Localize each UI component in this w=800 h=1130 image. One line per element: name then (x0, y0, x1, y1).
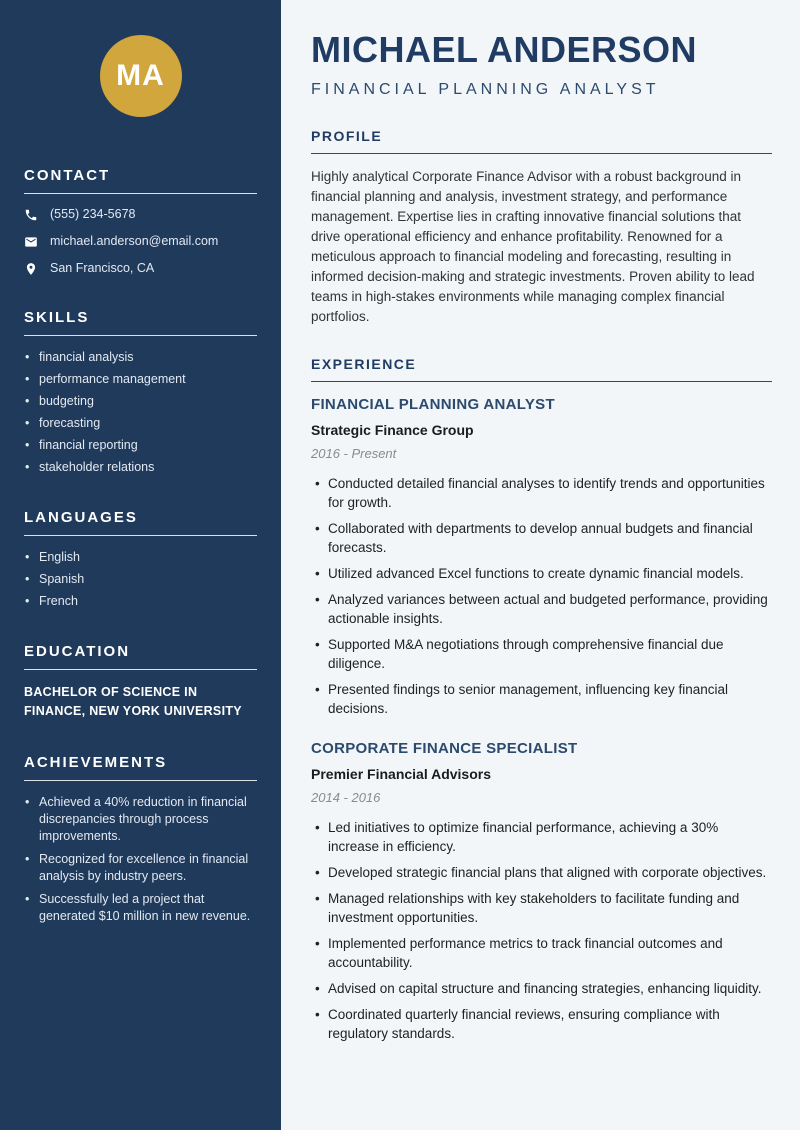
skill-item: • stakeholder relations (24, 459, 257, 476)
achievement-item: • Achieved a 40% reduction in financial discrepancies through process improvements. (24, 794, 257, 845)
job-bullet: • Coordinated quarterly financial reviews, ensuring compliance with regulatory standards. (311, 1005, 772, 1043)
person-name: MICHAEL ANDERSON (311, 29, 698, 70)
skills-list (24, 349, 257, 476)
skills-section (24, 309, 257, 476)
contact-phone-row (24, 207, 257, 222)
job-title: FINANCIAL PLANNING ANALYST (311, 396, 555, 413)
achievements-list (24, 794, 257, 925)
job-title: CORPORATE FINANCE SPECIALIST (311, 740, 578, 757)
job-bullet: • Advised on capital structure and financing strategies, enhancing liquidity. (311, 979, 772, 998)
language-item: • French (24, 593, 257, 610)
job-entry-2 (311, 740, 772, 1043)
job-bullet: • Utilized advanced Excel functions to create dynamic financial models. (311, 564, 772, 583)
job-bullet: • Conducted detailed financial analyses to identify trends and opportunities for growth. (311, 474, 772, 512)
job-bullet: • Implemented performance metrics to track financial outcomes and accountability. (311, 934, 772, 972)
phone-icon (24, 208, 38, 222)
avatar (100, 35, 182, 117)
contact-phone-value: (555) 234-5678 (50, 207, 136, 221)
contact-email-row (24, 234, 257, 249)
achievement-item: • Successfully led a project that generated $10 million in new revenue. (24, 891, 257, 925)
achievements-section (24, 754, 257, 925)
skill-item: • forecasting (24, 415, 257, 432)
job-bullet-list (311, 474, 772, 718)
profile-text: Highly analytical Corporate Finance Advisor with a robust background in financial planning and analysis, investment strategy, and performance management. Expertise lies in crafting innovative financial solutions that drive operational efficiency and enhance profitability. Renowned for a meticulous approach to financial modeling and forecasting, resulting in informed decision-making and strategic investments. Proven ability to lead teams in high-stakes environments while managing complex financial portfolios. (311, 169, 755, 324)
languages-section (24, 509, 257, 610)
languages-list (24, 549, 257, 610)
skill-item: • performance management (24, 371, 257, 388)
experience-heading: EXPERIENCE (311, 356, 772, 382)
job-bullet: • Collaborated with departments to develop annual budgets and financial forecasts. (311, 519, 772, 557)
profile-heading: PROFILE (311, 128, 772, 154)
language-item: • English (24, 549, 257, 566)
job-bullet: • Supported M&A negotiations through comprehensive financial due diligence. (311, 635, 772, 673)
skill-item: • financial analysis (24, 349, 257, 366)
contact-email-value: michael.anderson@email.com (50, 234, 219, 248)
job-company: Strategic Finance Group (311, 422, 474, 438)
achievement-item: • Recognized for excellence in financial analysis by industry peers. (24, 851, 257, 885)
experience-section (311, 356, 772, 1043)
job-bullet: • Analyzed variances between actual and budgeted performance, providing actionable insights. (311, 590, 772, 628)
email-icon (24, 235, 38, 249)
education-section (24, 643, 257, 721)
job-dates: 2016 - Present (311, 446, 397, 461)
job-bullet: • Developed strategic financial plans that aligned with corporate objectives. (311, 863, 772, 882)
person-title: FINANCIAL PLANNING ANALYST (311, 81, 660, 98)
avatar-initials: MA (116, 59, 165, 92)
job-company: Premier Financial Advisors (311, 766, 491, 782)
contact-section (24, 167, 257, 276)
main-content (281, 0, 800, 1130)
job-entry-1 (311, 396, 772, 718)
job-bullet: • Presented findings to senior management, influencing key financial decisions. (311, 680, 772, 718)
contact-location-value: San Francisco, CA (50, 261, 155, 275)
skills-heading: SKILLS (24, 309, 257, 336)
language-item: • Spanish (24, 571, 257, 588)
skill-item: • financial reporting (24, 437, 257, 454)
avatar-container (24, 35, 257, 117)
job-bullet-list (311, 818, 772, 1043)
skill-item: • budgeting (24, 393, 257, 410)
location-icon (24, 262, 38, 276)
languages-heading: LANGUAGES (24, 509, 257, 536)
job-bullet: • Led initiatives to optimize financial performance, achieving a 30% increase in efficiency. (311, 818, 772, 856)
job-dates: 2014 - 2016 (311, 790, 381, 805)
sidebar (0, 0, 281, 1130)
education-degree: BACHELOR OF SCIENCE IN FINANCE, NEW YORK UNIVERSITY (24, 685, 242, 718)
job-bullet: • Managed relationships with key stakeholders to facilitate funding and investment opportunities. (311, 889, 772, 927)
contact-heading: CONTACT (24, 167, 257, 194)
profile-section (311, 128, 772, 327)
education-heading: EDUCATION (24, 643, 257, 670)
achievements-heading: ACHIEVEMENTS (24, 754, 257, 781)
contact-location-row (24, 261, 257, 276)
